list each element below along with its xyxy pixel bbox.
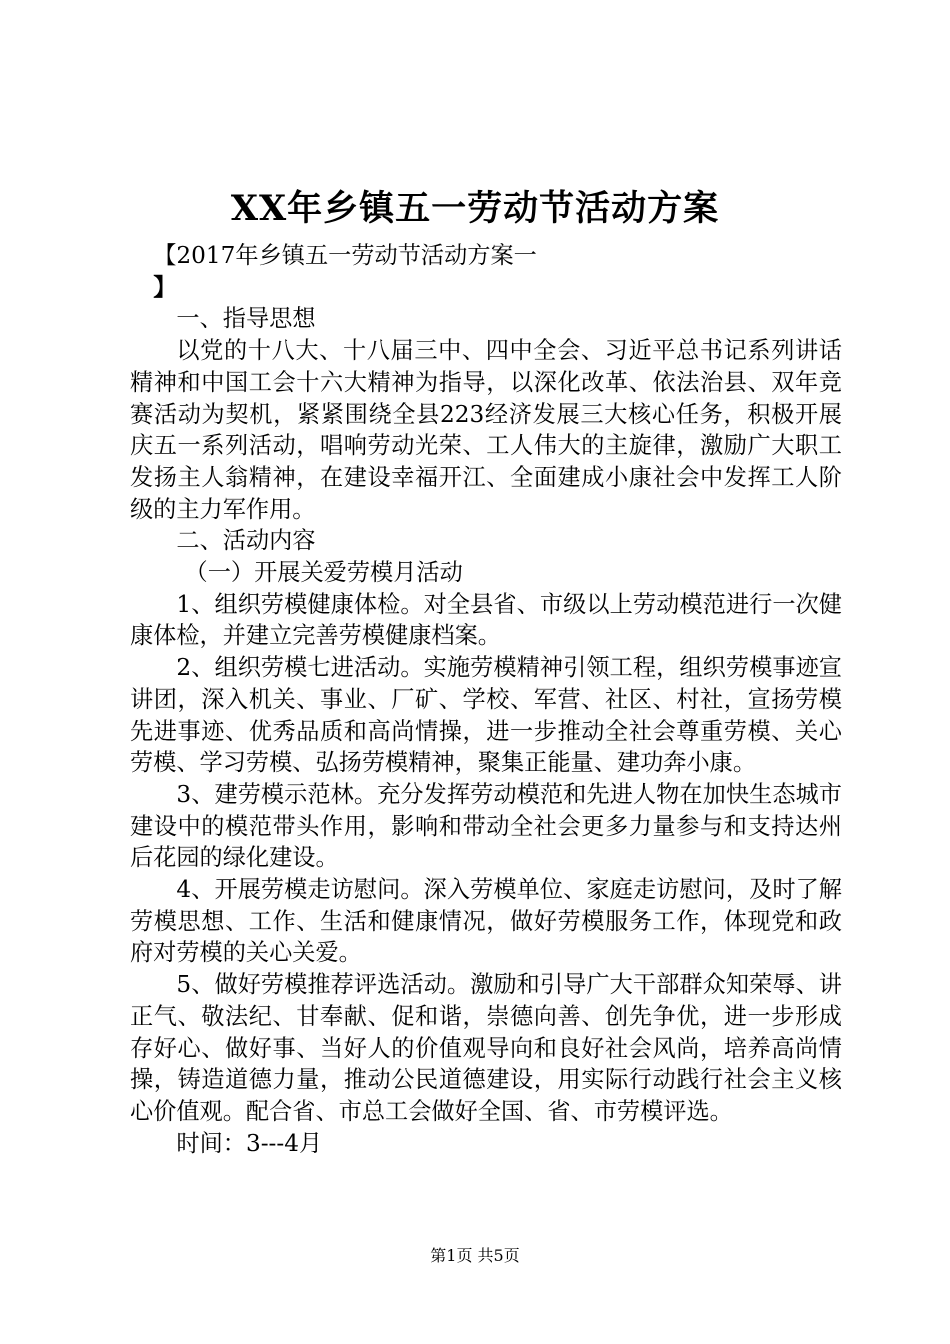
paragraph-item-2: 2、组织劳模七进活动。实施劳模精神引领工程，组织劳模事迹宣讲团，深入机关、事业、厂矿、学校、军营、社区、村社，宣扬劳模先进事迹、优秀品质和高尚情操，进一步推动全社会尊重劳模、关心劳模、学习劳模、弘扬劳模精神，聚集正能量、建功奔小康。 [130,654,842,777]
page-number-footer: 第1页 共5页 [430,1246,520,1265]
paragraph-item-1: 1、组织劳模健康体检。对全县省、市级以上劳动模范进行一次健康体检，并建立完善劳模健康档案。 [130,590,842,650]
subtitle-bracket-open: 【2017年乡镇五一劳动节活动方案一 [153,242,537,269]
subtitle-bracket-close: 】 [153,273,177,301]
paragraph-time: 时间：3---4月 [176,1129,323,1157]
document-title: XX年乡镇五一劳动节活动方案 [230,188,720,229]
heading-guiding-thought: 一、指导思想 [176,305,316,333]
heading-activity-content: 二、活动内容 [176,527,316,555]
paragraph-item-5: 5、做好劳模推荐评选活动。激励和引导广大干部群众知荣辱、讲正气、敬法纪、甘奉献、促和谐，崇德向善、创先争优，进一步形成存好心、做好事、当好人的价值观导向和良好社会风尚，培养高尚情操，铸造道德力量，推动公民道德建设，用实际行动践行社会主义核心价值观。配合省、市总工会做好全国、省、市劳模评选。 [130,971,842,1125]
document-body [130,240,842,1159]
paragraph-item-4: 4、开展劳模走访慰问。深入劳模单位、家庭走访慰问，及时了解劳模思想、工作、生活和健康情况，做好劳模服务工作，体现党和政府对劳模的关心关爱。 [130,876,842,967]
subheading-model-worker-month: （一）开展关爱劳模月活动 [184,559,463,587]
paragraph-item-3: 3、建劳模示范林。充分发挥劳动模范和先进人物在加快生态城市建设中的模范带头作用，影响和带动全社会更多力量参与和支持达州后花园的绿化建设。 [130,780,842,872]
paragraph-guiding-thought: 以党的十八大、十八届三中、四中全会、习近平总书记系列讲话精神和中国工会十六大精神为指导，以深化改革、依法治县、双年竞赛活动为契机，紧紧围绕全县223经济发展三大核心任务，积极开展庆五一系列活动，唱响劳动光荣、工人伟大的主旋律，激励广大职工发扬主人翁精神，在建设幸福开江、全面建成小康社会中发挥工人阶级的主力军作用。 [130,337,842,523]
